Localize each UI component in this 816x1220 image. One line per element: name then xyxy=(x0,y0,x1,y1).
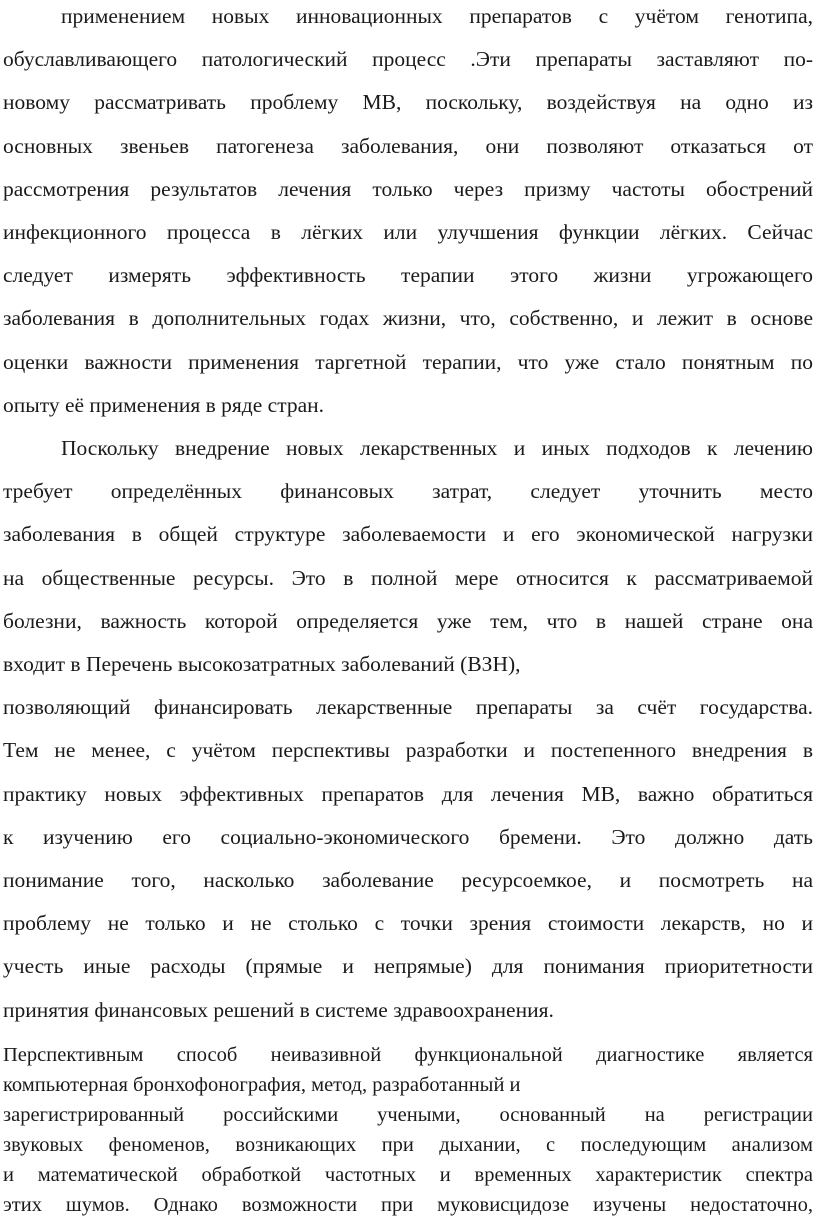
text-line: зарегистрированный российскими учеными, основанный на регистрации xyxy=(3,1103,813,1126)
text-line: принятия финансовых решений в системе здравоохранения. xyxy=(3,997,554,1022)
paragraph-3 xyxy=(3,1040,813,1220)
text-line: Перспективным способ неивазивной функциональной диагностике является xyxy=(3,1043,813,1066)
text-line: заболевания в общей структуре заболеваемости и его экономической нагрузки xyxy=(3,522,813,547)
text-line: к изучению его социально-экономического бремени. Это должно дать xyxy=(3,824,813,849)
text-line: рассмотрения результатов лечения только через призму частоты обострений xyxy=(3,176,813,201)
text-line: практику новых эффективных препаратов для лечения МВ, важно обратиться xyxy=(3,781,813,806)
text-line: оценки важности применения таргетной терапии, что уже стало понятным по xyxy=(3,349,813,374)
text-line: основных звеньев патогенеза заболевания, они позволяют отказаться от xyxy=(3,133,813,158)
text-line: новому рассматривать проблему МВ, поскольку, воздействуя на одно из xyxy=(3,90,813,115)
text-line: этих шумов. Однако возможности при муковисцидозе изучены недостаточно, xyxy=(3,1193,813,1216)
text-line: заболевания в дополнительных годах жизни, что, собственно, и лежит в основе xyxy=(3,306,813,331)
paragraph-2 xyxy=(3,427,813,1032)
text-line: Поскольку внедрение новых лекарственных и иных подходов к лечению xyxy=(61,436,813,461)
text-line: входит в Перечень высокозатратных заболеваний (ВЗН), xyxy=(3,652,521,677)
text-line: и математической обработкой частотных и временных характеристик спектра xyxy=(3,1163,813,1186)
paragraph-1 xyxy=(3,0,813,427)
text-line: инфекционного процесса в лёгких или улучшения функции лёгких. Сейчас xyxy=(3,220,813,245)
text-line: позволяющий финансировать лекарственные препараты за счёт государства. xyxy=(3,695,813,720)
text-line: опыту её применения в ряде стран. xyxy=(3,392,325,417)
text-line: проблему не только и не столько с точки зрения стоимости лекарств, но и xyxy=(3,911,813,936)
text-line: болезни, важность которой определяется уже тем, что в нашей стране она xyxy=(3,608,813,633)
text-line: на общественные ресурсы. Это в полной мере относится к рассматриваемой xyxy=(3,565,813,590)
text-line: требует определённых финансовых затрат, следует уточнить место xyxy=(3,479,813,504)
text-line: Тем не менее, с учётом перспективы разработки и постепенного внедрения в xyxy=(3,738,813,763)
text-line: компьютерная бронхофонография, метод, разработанный и xyxy=(3,1073,521,1096)
text-line: следует измерять эффективность терапии этого жизни угрожающего xyxy=(3,263,813,288)
text-line: звуковых феноменов, возникающих при дыхании, с последующим анализом xyxy=(3,1133,813,1156)
text-line: применением новых инновационных препаратов с учётом генотипа, xyxy=(61,4,813,28)
text-line: понимание того, насколько заболевание ресурсоемкое, и посмотреть на xyxy=(3,868,813,893)
text-line: учесть иные расходы (прямые и непрямые) для понимания приоритетности xyxy=(3,954,813,979)
text-line: обуславливающего патологический процесс .Эти препараты заставляют по- xyxy=(3,47,813,72)
